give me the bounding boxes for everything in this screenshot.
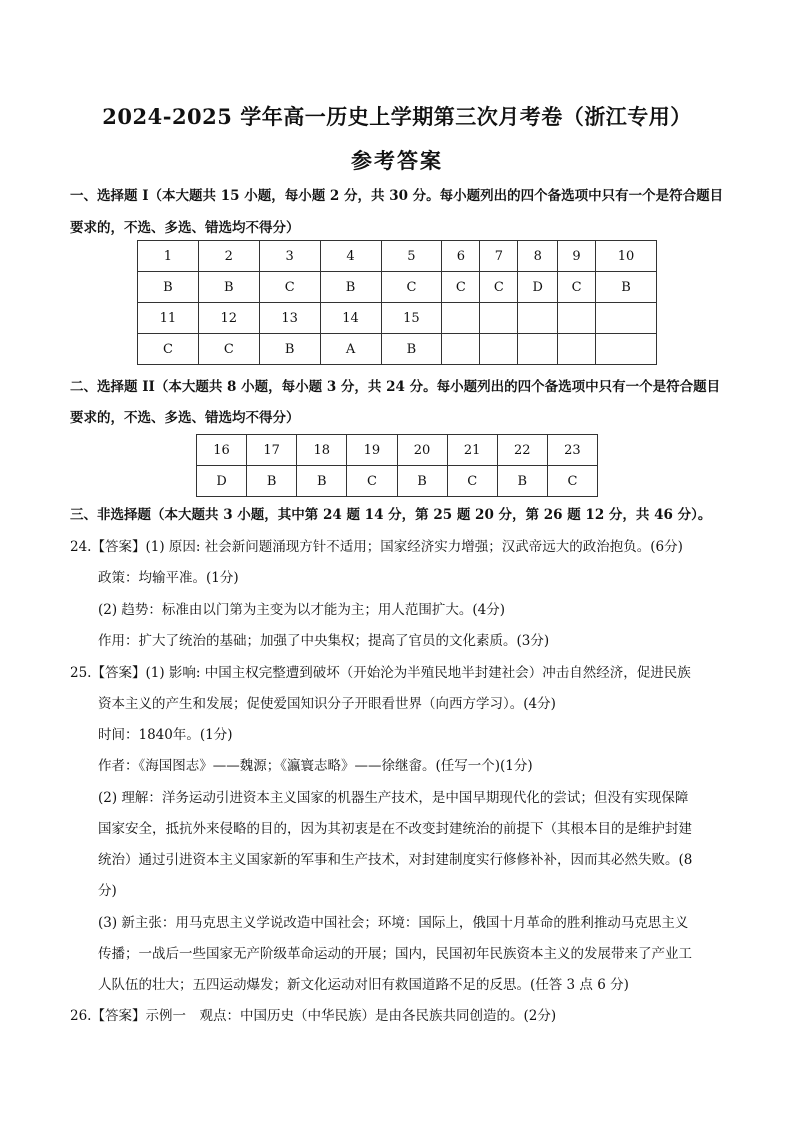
table-row [138,334,657,365]
table-cell: C [480,272,518,303]
table-cell [518,334,558,365]
q24-line-1: 24.【答案】(1) 原因: 社会新问题涌现方针不适用；国家经济实力增强；汉武帝远大的政治抱负。(6分) [70,539,683,555]
section3-heading: 三、非选择题（本大题共 3 小题，其中第 24 题 14 分，第 25 题 20 分，第 26 题 12 分，共 46 分）。 [70,507,712,523]
table-cell: 15 [381,303,442,334]
table-cell: 7 [480,241,518,272]
q25-line-4: 作者：《海国图志》——魏源；《瀛寰志略》——徐继畲。(任写一个)(1分) [98,758,533,774]
table-row [138,303,657,334]
q25-line-5: (2) 理解：洋务运动引进资本主义国家的机器生产技术，是中国早期现代化的尝试；但没有实现保障 [98,790,689,806]
table-cell: D [518,272,558,303]
table-cell: C [442,272,480,303]
table-cell: 22 [497,435,547,466]
table-row [138,272,657,303]
q24-line-2: 政策：均输平准。(1分) [98,570,239,586]
table-cell: B [297,466,347,497]
table-cell: D [197,466,247,497]
table-cell: 1 [138,241,199,272]
answer-table-1 [137,240,657,365]
table-cell: 11 [138,303,199,334]
table-cell: 20 [397,435,447,466]
table-row [197,466,598,497]
table-cell: C [259,272,320,303]
table-cell: 9 [558,241,596,272]
table-cell [558,303,596,334]
q25-line-11: 人队伍的壮大；五四运动爆发；新文化运动对旧有救国道路不足的反思。(任答 3 点 6 分) [98,977,629,993]
table-cell [442,334,480,365]
table-cell: B [259,334,320,365]
table-cell: B [247,466,297,497]
table-cell: A [320,334,381,365]
table-cell [596,334,657,365]
q25-line-6: 国家安全，抵抗外来侵略的目的，因为其初衷是在不改变封建统治的前提下（其根本目的是维护封建 [98,821,692,837]
q25-line-3: 时间：1840年。(1分) [98,727,233,743]
page-subtitle: 参考答案 [351,148,443,173]
table-cell: 3 [259,241,320,272]
table-cell: C [547,466,597,497]
table-cell: 2 [198,241,259,272]
table-cell: C [198,334,259,365]
table-cell: 18 [297,435,347,466]
q25-line-7: 统治）通过引进资本主义国家新的军事和生产技术，对封建制度实行修修补补，因而其必然失败。(8 [98,852,693,868]
table-cell: B [397,466,447,497]
table-cell: 16 [197,435,247,466]
section1-heading-line1: 一、选择题 I（本大题共 15 小题，每小题 2 分，共 30 分。每小题列出的四个备选项中只有一个是符合题目 [70,188,724,204]
table-cell [480,303,518,334]
table-cell: B [381,334,442,365]
q24-line-3: (2) 趋势：标准由以门第为主变为以才能为主；用人范围扩大。(4分) [98,602,506,618]
table-cell [518,303,558,334]
table-row [138,241,657,272]
section1-heading-line2: 要求的，不选、多选、错选均不得分） [70,220,300,236]
q25-line-2: 资本主义的产生和发展；促使爱国知识分子开眼看世界（向西方学习）。(4分) [98,696,556,712]
table-cell: B [320,272,381,303]
table-cell: C [381,272,442,303]
section2-heading-line2: 要求的，不选、多选、错选均不得分） [70,410,300,426]
table-cell [480,334,518,365]
table-cell: 14 [320,303,381,334]
table-cell: 19 [347,435,397,466]
table-cell: 23 [547,435,597,466]
table-cell: 13 [259,303,320,334]
table-cell: B [497,466,547,497]
table-cell: B [198,272,259,303]
table-row [197,435,598,466]
table-cell [442,303,480,334]
q26-line-1: 26.【答案】示例一 观点：中国历史（中华民族）是由各民族共同创造的。(2分) [70,1008,557,1024]
q25-line-10: 传播；一战后一些国家无产阶级革命运动的开展；国内，民国初年民族资本主义的发展带来了产业工 [98,946,692,962]
table-cell: 12 [198,303,259,334]
table-cell: 8 [518,241,558,272]
section2-heading-line1: 二、选择题 II（本大题共 8 小题，每小题 3 分，共 24 分。每小题列出的四个备选项中只有一个是符合题目 [70,379,721,395]
table-cell: C [347,466,397,497]
page-title: 2024-2025 学年高一历史上学期第三次月考卷（浙江专用） [102,104,692,129]
table-cell [558,334,596,365]
q25-line-1: 25.【答案】(1) 影响: 中国主权完整遭到破坏（开始沦为半殖民地半封建社会）冲击自然经济，促进民族 [70,665,691,681]
q25-line-8: 分) [98,883,117,899]
table-cell: C [558,272,596,303]
q24-line-4: 作用：扩大了统治的基础；加强了中央集权；提高了官员的文化素质。(3分) [98,633,550,649]
table-cell: 17 [247,435,297,466]
table-cell: 5 [381,241,442,272]
table-cell: 6 [442,241,480,272]
table-cell: 10 [596,241,657,272]
answer-table-2 [196,434,598,497]
table-cell: 21 [447,435,497,466]
table-cell [596,303,657,334]
table-cell: B [596,272,657,303]
q25-line-9: (3) 新主张：用马克思主义学说改造中国社会；环境：国际上，俄国十月革命的胜利推动马克思主义 [98,915,689,931]
table-cell: C [447,466,497,497]
table-cell: C [138,334,199,365]
table-cell: 4 [320,241,381,272]
table-cell: B [138,272,199,303]
